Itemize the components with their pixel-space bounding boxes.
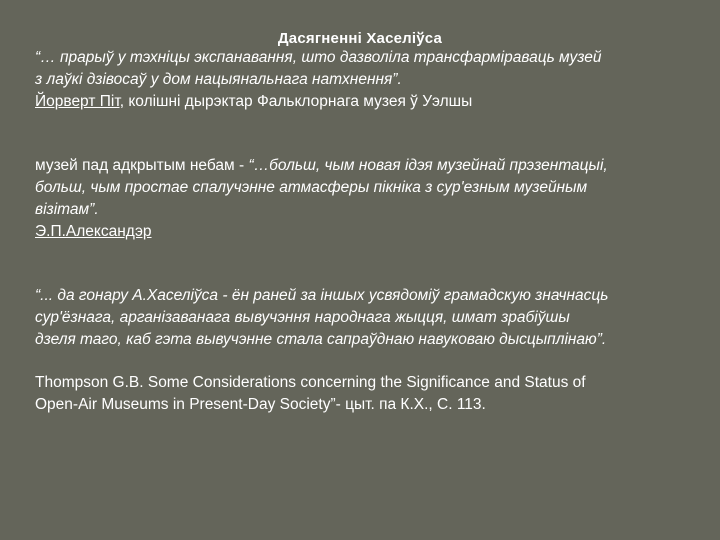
citation-line: Thompson G.B. Some Considerations concerning the Significance and Status of <box>35 374 586 391</box>
quote-text: “…больш, чым новая ідэя музейнай прэзентацыі, <box>248 157 608 174</box>
quote-line: дзеля таго, каб гэта вывучэнне стала сапраўднаю навуковаю дысцыплінаю”. <box>35 331 607 348</box>
quote-block-alexander <box>35 155 705 243</box>
quote-intro: музей пад адкрытым небам - <box>35 157 249 174</box>
quote-author <box>35 91 705 113</box>
author-link-piet[interactable]: Йорверт Пiт, <box>35 93 125 110</box>
slide-title: Дасягненні Хаселіўса <box>277 30 443 47</box>
quote-line: візітам”. <box>35 201 99 218</box>
quote-block-thompson <box>35 285 705 351</box>
citation-line: Open-Air Museums in Present-Day Society”- цыт. па К.Х., С. 113. <box>35 396 486 413</box>
quote-block-piet <box>35 47 705 113</box>
quote-line: “... да гонару А.Хаселіўса - ён раней за іншых усвядоміў грамадскую значнасць <box>35 287 609 304</box>
quote-line <box>35 155 705 177</box>
quote-line: з лаўкі дзівосаў у дом нацыянальнага натхнення”. <box>35 71 402 88</box>
author-link-alexander[interactable]: Э.П.Александэр <box>35 223 152 240</box>
author-description: колішні дырэктар Фальклорнага музея ў Уэлшы <box>124 93 473 110</box>
citation-block <box>35 372 705 416</box>
quote-line: больш, чым простае спалучэнне атмасферы пікніка з сур'езным музейным <box>35 179 588 196</box>
quote-line: “… прарыў у тэхніцы экспанавання, што дазволіла трансфарміраваць музей <box>35 49 602 66</box>
quote-line: сур'ёзнага, арганізаванага вывучэння народнага жыцця, шмат зрабіўшы <box>35 309 570 326</box>
